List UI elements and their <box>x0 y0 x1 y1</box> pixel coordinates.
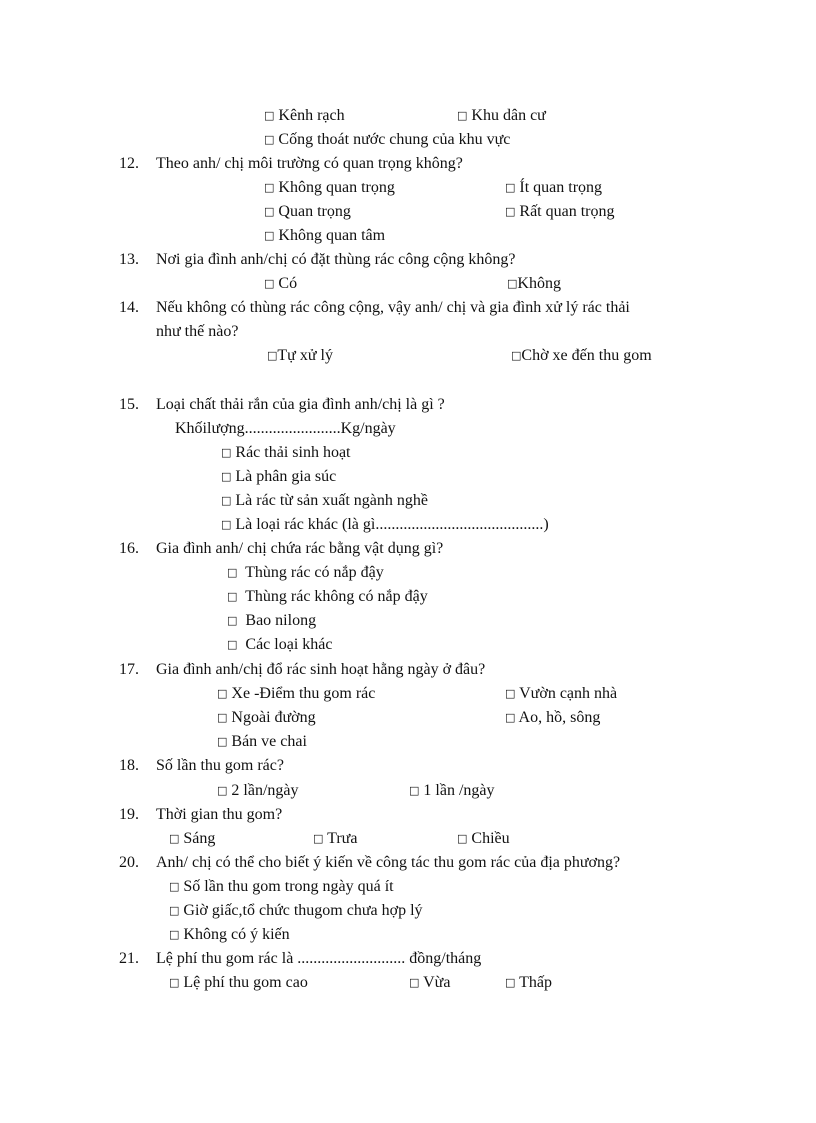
option-label: Vừa <box>423 974 451 991</box>
option-xe-diem-thu-gom[interactable] <box>217 684 375 705</box>
checkbox[interactable]: □ <box>511 349 522 362</box>
question-number: 18. <box>119 757 139 774</box>
checkbox[interactable]: □ <box>264 181 275 194</box>
option-rac-thai-sinh-hoat[interactable] <box>221 443 351 464</box>
checkbox[interactable]: □ <box>169 904 180 917</box>
question-number: 16. <box>119 540 139 557</box>
checkbox[interactable]: □ <box>227 566 238 579</box>
checkbox[interactable]: □ <box>169 832 180 845</box>
option-label: Không quan tâm <box>278 227 386 244</box>
checkbox[interactable]: □ <box>221 446 232 459</box>
option-vuon-canh-nha[interactable] <box>505 684 617 705</box>
option-label: Kênh rạch <box>278 107 345 124</box>
option-cho-xe[interactable] <box>511 346 652 367</box>
option-ban-ve-chai[interactable] <box>217 732 307 753</box>
option-thung-khong-nap[interactable] <box>227 587 428 608</box>
option-khong-y-kien[interactable] <box>169 925 290 946</box>
checkbox[interactable]: □ <box>217 784 228 797</box>
question-text[interactable]: Lệ phí thu gom rác là ........................... đồng/tháng <box>156 950 482 967</box>
option-khong-quan-trong[interactable] <box>264 178 395 199</box>
option-label: 1 lần /ngày <box>423 782 495 799</box>
checkbox[interactable]: □ <box>217 711 228 724</box>
option-label: Rác thải sinh hoạt <box>235 444 351 461</box>
checkbox[interactable]: □ <box>507 277 518 290</box>
option-label: Giờ giấc,tổ chức thugom chưa hợp lý <box>183 902 423 919</box>
checkbox[interactable]: □ <box>313 832 324 845</box>
option-1-lan[interactable] <box>409 781 495 802</box>
option-label: Cống thoát nước chung của khu vực <box>278 131 511 148</box>
option-loai-khac[interactable] <box>227 635 332 656</box>
option-label: Số lần thu gom trong ngày quá ít <box>183 878 394 895</box>
checkbox[interactable]: □ <box>505 687 516 700</box>
option-label: Có <box>278 275 298 292</box>
option-thap[interactable] <box>505 973 552 994</box>
option-label: Lệ phí thu gom cao <box>183 974 308 991</box>
option-2-lan[interactable] <box>217 781 299 802</box>
option-label: Không có ý kiến <box>183 926 290 943</box>
question-number: 15. <box>119 396 139 413</box>
option-sang[interactable] <box>169 829 215 850</box>
checkbox[interactable]: □ <box>227 590 238 603</box>
option-thung-co-nap[interactable] <box>227 563 384 584</box>
checkbox[interactable]: □ <box>505 976 516 989</box>
option-ao-ho-song[interactable] <box>505 708 600 729</box>
question-text: Nơi gia đình anh/chị có đặt thùng rác công cộng không? <box>156 251 516 268</box>
option-ngoai-duong[interactable] <box>217 708 316 729</box>
checkbox[interactable]: □ <box>409 976 420 989</box>
checkbox[interactable]: □ <box>264 109 275 122</box>
option-label: Không <box>517 275 561 292</box>
question-text: Nếu không có thùng rác công cộng, vậy anh/ chị và gia đình xử lý rác thải <box>156 299 630 316</box>
question-text: Gia đình anh/ chị chứa rác bằng vật dụng gì? <box>156 540 444 557</box>
option-khong-quan-tam[interactable] <box>264 226 385 247</box>
question-text: Theo anh/ chị môi trường có quan trọng không? <box>156 155 463 172</box>
checkbox[interactable]: □ <box>505 181 516 194</box>
option-tu-xu-ly[interactable] <box>267 346 333 367</box>
option-label: Thấp <box>519 974 552 991</box>
checkbox[interactable]: □ <box>267 349 278 362</box>
checkbox[interactable]: □ <box>264 205 275 218</box>
question-text: Thời gian thu gom? <box>156 806 283 823</box>
question-number: 20. <box>119 854 139 871</box>
question-text: Số lần thu gom rác? <box>156 757 284 774</box>
checkbox[interactable]: □ <box>221 494 232 507</box>
checkbox[interactable]: □ <box>505 711 516 724</box>
option-label: Là phân gia súc <box>235 468 337 485</box>
option-khong[interactable] <box>507 274 561 295</box>
option-khu-dan-cu[interactable] <box>457 106 546 127</box>
checkbox[interactable]: □ <box>505 205 516 218</box>
question-number: 12. <box>119 155 139 172</box>
checkbox[interactable]: □ <box>221 470 232 483</box>
option-phan-gia-suc[interactable] <box>221 467 336 488</box>
option-label: Ngoài đường <box>231 709 316 726</box>
weight-fill-line[interactable]: Khốilượng........................Kg/ngày <box>175 420 396 437</box>
question-text: Loại chất thải rắn của gia đình anh/chị là gì ? <box>156 396 445 413</box>
option-label: Chiều <box>471 830 510 847</box>
option-label: Bán ve chai <box>231 733 307 750</box>
option-label: Trưa <box>327 830 358 847</box>
question-text: Gia đình anh/chị đổ rác sinh hoạt hằng ngày ở đâu? <box>156 661 486 678</box>
option-label: Quan trọng <box>278 203 351 220</box>
option-chieu[interactable] <box>457 829 510 850</box>
checkbox[interactable]: □ <box>169 880 180 893</box>
question-number: 17. <box>119 661 139 678</box>
option-label: Không quan trọng <box>278 179 395 196</box>
option-gio-giac[interactable] <box>169 901 423 922</box>
checkbox[interactable]: □ <box>409 784 420 797</box>
option-label: Là loại rác khác (là gì..........................................) <box>235 516 549 533</box>
option-label: Tự xử lý <box>277 347 333 364</box>
option-label: Là rác từ sản xuất ngành nghề <box>235 492 429 509</box>
checkbox[interactable]: □ <box>221 518 232 531</box>
option-so-lan-it[interactable] <box>169 877 394 898</box>
option-kenh-rach[interactable] <box>264 106 345 127</box>
option-cong-thoat[interactable] <box>264 130 510 151</box>
option-label: Các loại khác <box>245 636 333 653</box>
option-quan-trong[interactable] <box>264 202 351 223</box>
option-label: Rất quan trọng <box>519 203 615 220</box>
checkbox[interactable]: □ <box>457 832 468 845</box>
option-label: Khu dân cư <box>471 107 546 124</box>
checkbox[interactable]: □ <box>264 277 275 290</box>
checkbox[interactable]: □ <box>264 133 275 146</box>
checkbox[interactable]: □ <box>227 638 238 651</box>
option-le-phi-cao[interactable] <box>169 973 308 994</box>
option-bao-nilong[interactable] <box>227 611 316 632</box>
option-rac-san-xuat[interactable] <box>221 491 428 512</box>
option-rat-quan-trong[interactable] <box>505 202 615 223</box>
checkbox[interactable]: □ <box>169 976 180 989</box>
question-number: 13. <box>119 251 139 268</box>
checkbox[interactable]: □ <box>457 109 468 122</box>
option-label: Thùng rác không có nắp đậy <box>245 588 428 605</box>
checkbox[interactable]: □ <box>217 687 228 700</box>
option-label: Ít quan trọng <box>519 179 603 196</box>
option-label: Sáng <box>183 830 216 847</box>
option-co[interactable] <box>264 274 297 295</box>
option-label: Xe -Điểm thu gom rác <box>231 685 376 702</box>
checkbox[interactable]: □ <box>217 735 228 748</box>
checkbox[interactable]: □ <box>169 928 180 941</box>
question-number: 21. <box>119 950 139 967</box>
question-text-cont: như thế nào? <box>156 323 239 340</box>
option-rac-khac[interactable] <box>221 515 549 536</box>
option-label: Chờ xe đến thu gom <box>521 347 652 364</box>
option-vua[interactable] <box>409 973 450 994</box>
question-number: 14. <box>119 299 139 316</box>
option-label: Bao nilong <box>245 612 317 629</box>
checkbox[interactable]: □ <box>227 614 238 627</box>
option-it-quan-trong[interactable] <box>505 178 602 199</box>
option-trua[interactable] <box>313 829 357 850</box>
question-number: 19. <box>119 806 139 823</box>
option-label: Ao, hồ, sông <box>518 709 601 726</box>
question-text: Anh/ chị có thể cho biết ý kiến về công tác thu gom rác của địa phương? <box>156 854 621 871</box>
checkbox[interactable]: □ <box>264 229 275 242</box>
option-label: Thùng rác có nắp đậy <box>245 564 384 581</box>
option-label: Vườn cạnh nhà <box>519 685 618 702</box>
option-label: 2 lần/ngày <box>231 782 299 799</box>
